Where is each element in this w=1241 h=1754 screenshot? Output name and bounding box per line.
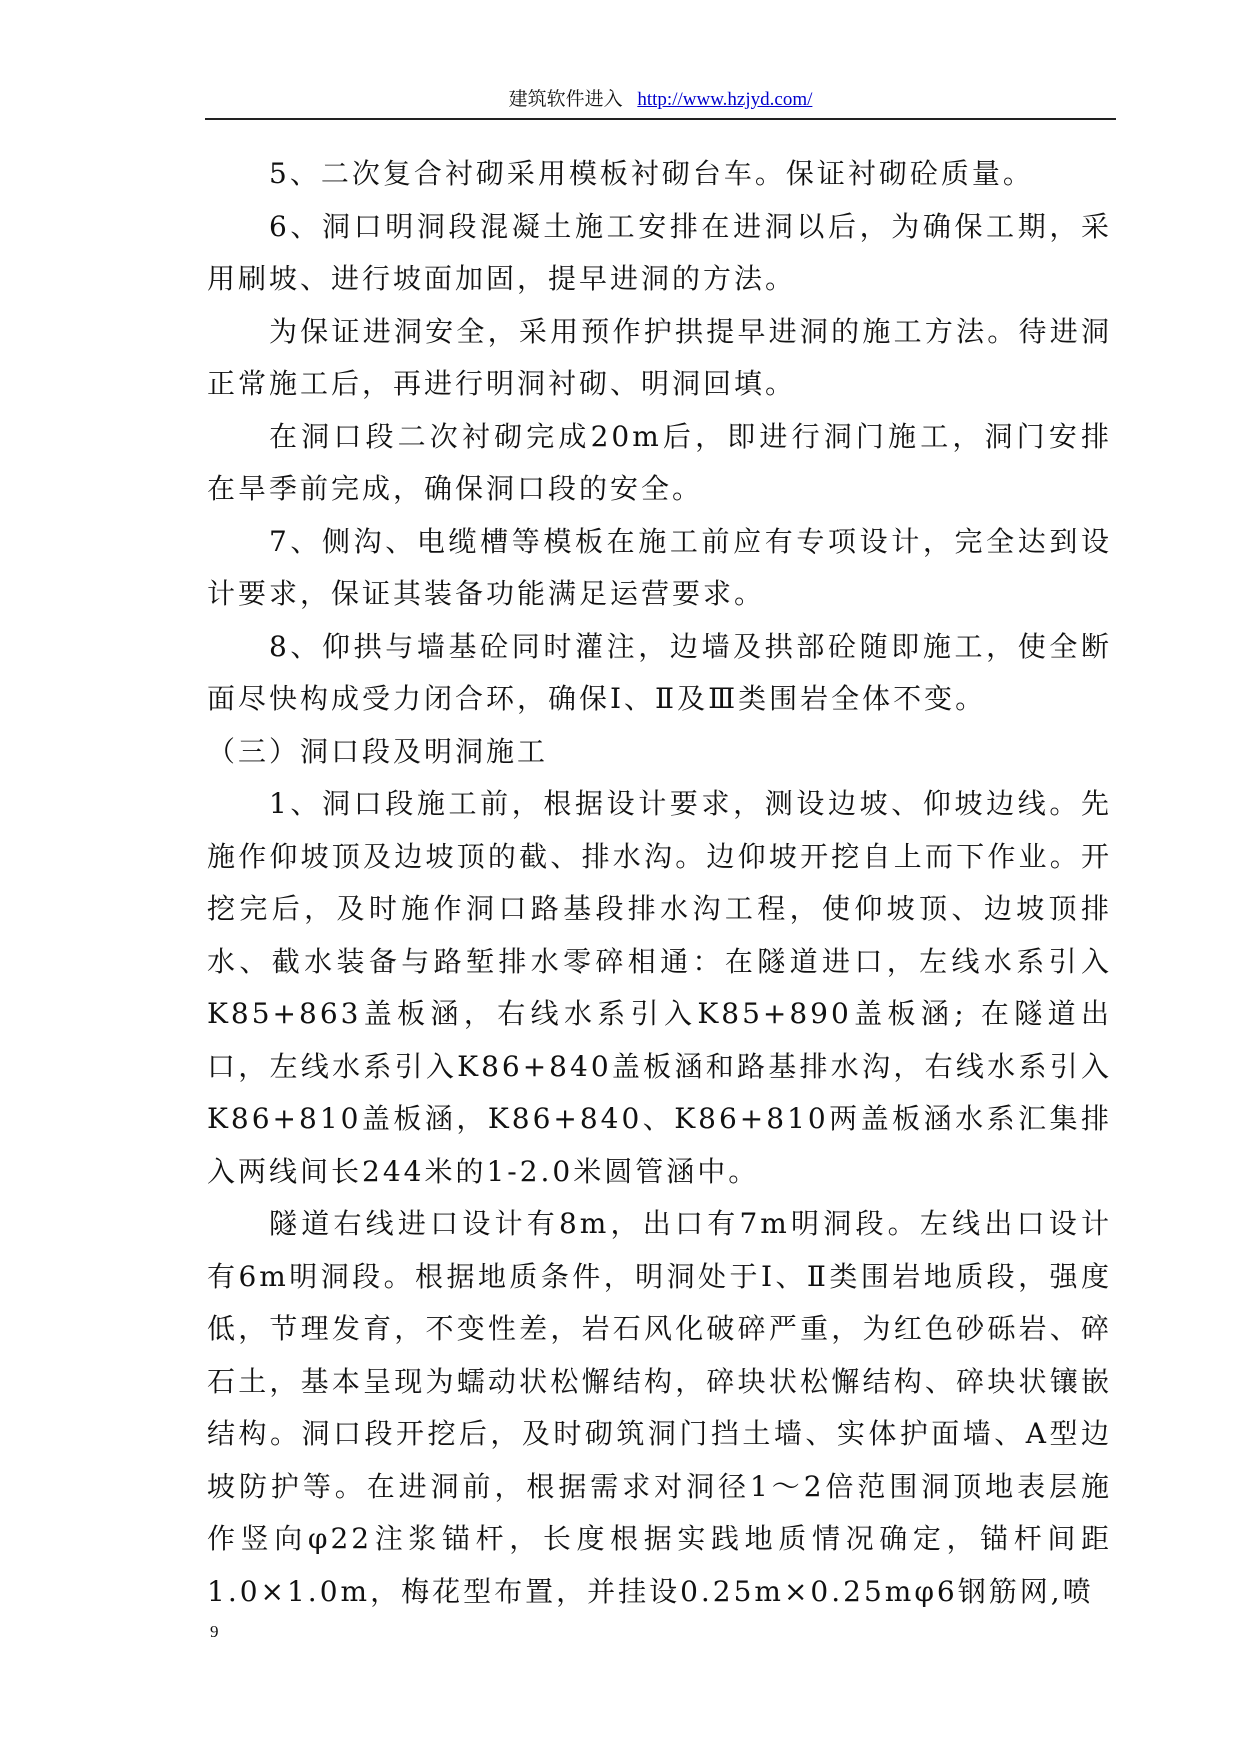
paragraph: 6、洞口明洞段混凝土施工安排在进洞以后，为确保工期，采用刷坡、进行坡面加固，提早进洞的方法。 [207, 209, 1112, 295]
page-number: 9 [210, 1622, 219, 1641]
paragraph: 8、仰拱与墙基砼同时灌注，边墙及拱部砼随即施工，使全断面尽快构成受力闭合环，确保Ⅰ、Ⅱ及Ⅲ类围岩全体不变。 [207, 629, 1112, 715]
paragraph: 为保证进洞安全，采用预作护拱提早进洞的施工方法。待进洞正常施工后，再进行明洞衬砌、明洞回填。 [207, 314, 1112, 400]
header-site-label: 建筑软件进入 [508, 89, 623, 110]
header-divider [205, 118, 1116, 120]
paragraph: 5、二次复合衬砌采用模板衬砌台车。保证衬砌砼质量。 [269, 157, 1034, 190]
paragraph: 1、洞口段施工前，根据设计要求，测设边坡、仰坡边线。先施作仰坡顶及边坡顶的截、排水沟。边仰坡开挖自上而下作业。开挖完后，及时施作洞口路基段排水沟工程，使仰坡顶、边坡顶排水、截水装备与路堑排水零碎相通：在隧道进口，左线水系引入K85+863盖板涵，右线水系引入K85+890盖板涵; 在隧道出口，左线水系引入K86+840盖板涵和路基排水沟，右线水系引入K86+810盖板涵，K86+840、K86+810两盖板涵水系汇集排入两线间长244米的1-2.0米圆管涵中。 [207, 787, 1112, 1188]
paragraph: 7、侧沟、电缆槽等模板在施工前应有专项设计，完全达到设计要求，保证其装备功能满足运营要求。 [207, 524, 1112, 610]
section-heading: （三）洞口段及明洞施工 [207, 734, 549, 768]
paragraph: 隧道右线进口设计有8m，出口有7m明洞段。左线出口设计有6m明洞段。根据地质条件，明洞处于Ⅰ、Ⅱ类围岩地质段，强度低，节理发育，不变性差，岩石风化破碎严重，为红色砂砾岩、碎石土，基本呈现为蠕动状松懈结构，碎块状松懈结构、碎块状镶嵌结构。洞口段开挖后，及时砌筑洞门挡土墙、实体护面墙、A型边坡防护等。在进洞前，根据需求对洞径1～2倍范围洞顶地表层施作竖向φ22注浆锚杆，长度根据实践地质情况确定，锚杆间距1.0×1.0m，梅花型布置，并挂设0.25m×0.25mφ6钢筋网,喷 [207, 1207, 1112, 1608]
page-header [205, 86, 1116, 114]
header-site-link[interactable]: http://www.hzjyd.com/ [637, 89, 813, 110]
document-body [207, 148, 1112, 1618]
paragraph: 在洞口段二次衬砌完成20m后，即进行洞门施工，洞门安排在旱季前完成，确保洞口段的安全。 [207, 419, 1112, 505]
